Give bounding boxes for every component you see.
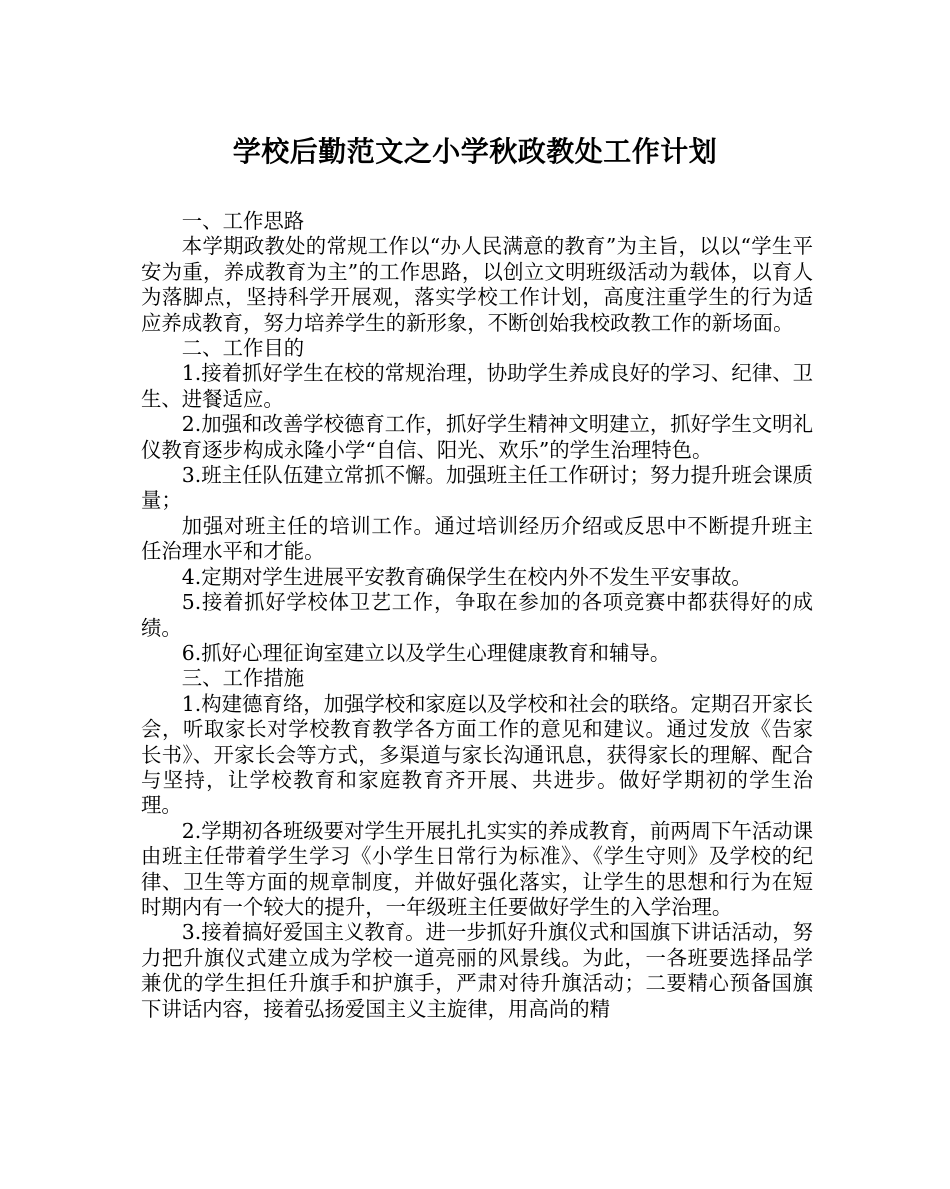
paragraph: 1.接着抓好学生在校的常规治理，协助学生养成良好的学习、纪律、卫生、进餐适应。 [141, 361, 813, 411]
section-heading: 一、工作思路 [181, 209, 305, 233]
paragraph: 4.定期对学生进展平安教育确保学生在校内外不发生平安事故。 [181, 564, 752, 589]
paragraph: 2.加强和改善学校德育工作，抓好学生精神文明建立，抓好学生文明礼仪教育逐步构成永隆小学“自信、阳光、欢乐”的学生治理特色。 [141, 412, 813, 462]
paragraph: 5.接着抓好学校体卫艺工作，争取在参加的各项竞赛中都获得好的成绩。 [141, 590, 813, 640]
paragraph: 3.班主任队伍建立常抓不懈。加强班主任工作研讨；努力提升班会课质量； [141, 463, 813, 513]
paragraph: 加强对班主任的培训工作。通过培训经历介绍或反思中不断提升班主任治理水平和才能。 [141, 513, 813, 564]
section-heading: 二、工作目的 [181, 336, 305, 361]
document-body [141, 209, 813, 1022]
paragraph: 本学期政教处的常规工作以“办人民满意的教育”为主旨，以以“学生平安为重，养成教育为主”的工作思路，以创立文明班级活动为载体，以育人为落脚点，坚持科学开展观，落实学校工作计划，高度注重学生的行为适应养成教育，努力培养学生的新形象，不断创始我校政教工作的新场面。 [141, 234, 813, 335]
paragraph: 1.构建德育络，加强学校和家庭以及学校和社会的联络。定期召开家长会，听取家长对学校教育教学各方面工作的意见和建议。通过发放《告家长书》、开家长会等方式，多渠道与家长沟通讯息，获得家长的理解、配合与坚持，让学校教育和家庭教育齐开展、共进步。做好学期初的学生治理。 [141, 691, 813, 818]
section-heading: 三、工作措施 [181, 666, 305, 691]
paragraph: 2.学期初各班级要对学生开展扎扎实实的养成教育，前两周下午活动课由班主任带着学生学习《小学生日常行为标准》、《学生守则》及学校的纪律、卫生等方面的规章制度，并做好强化落实，让学生的思想和行为在短时期内有一个较大的提升，一年级班主任要做好学生的入学治理。 [141, 818, 813, 919]
paragraph: 6.抓好心理征询室建立以及学生心理健康教育和辅导。 [181, 640, 671, 665]
document-title: 学校后勤范文之小学秋政教处工作计划 [232, 135, 718, 168]
paragraph: 3.接着搞好爱国主义教育。进一步抓好升旗仪式和国旗下讲话活动，努力把升旗仪式建立成为学校一道亮丽的风景线。为此，一各班要选择品学兼优的学生担任升旗手和护旗手，严肃对待升旗活动；二要精心预备国旗下讲话内容，接着弘扬爱国主义主旋律，用高尚的精 [141, 920, 813, 1021]
